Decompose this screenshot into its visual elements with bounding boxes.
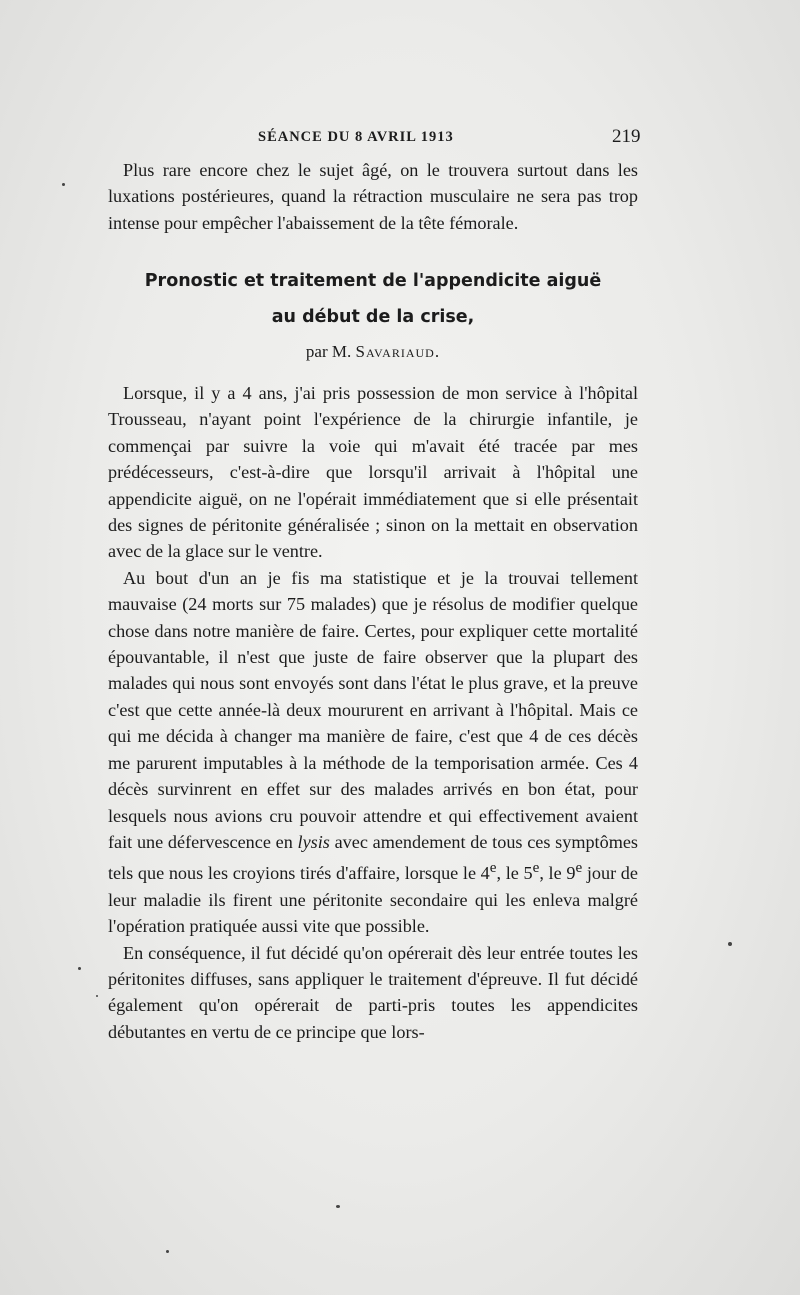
paragraph-2-italic: lysis: [297, 831, 330, 852]
superscript-e-1: e: [489, 859, 497, 877]
article-body: [108, 380, 638, 1045]
article-title-line-1: Pronostic et traitement de l'appendicite aiguë: [144, 271, 602, 291]
byline: [108, 342, 638, 362]
margin-speck: [166, 1250, 169, 1253]
paragraph-2-start: Au bout d'un an je fis ma statistique et je la trouvai tellement mauvaise (24 morts sur 75 malades) que je résolus de modifier quelque chose dans notre manière de faire. Certes, pour expliquer cette mortalité épouvantable, il n'est que juste de faire observer que la plupart des malades qui nous sont envoyés sont dans l'état le plus grave, et la preuve c'est que cette année-là deux moururent en arrivant à l'hôpital. Mais ce qui me décida à changer ma manière de faire, c'est que 4 de ces décès me parurent imputables à la méthode de la temporisation armée. Ces 4 décès survinrent en effet sur des malades arrivés en bon état, pour lesquels nous avions cru pouvoir attendre et qui effectivement avaient fait une défervescence en: [108, 567, 638, 852]
superscript-e-2: e: [532, 859, 540, 877]
margin-speck: [96, 995, 98, 997]
paragraph-2-comma-le: , le 5: [496, 863, 533, 884]
paragraph-2: [108, 565, 638, 940]
page-number: 219: [612, 126, 641, 147]
author-name: Savariaud.: [355, 342, 441, 361]
margin-speck: [62, 183, 65, 186]
article-title-line-2: au début de la crise,: [271, 307, 475, 327]
byline-prefix: par M.: [305, 342, 352, 361]
paragraph-2-rest-a: avec amendement de tous ces symptômes tels que nous les croyions tirés d'affaire, lorsque le 4: [108, 831, 639, 884]
paragraph-2-comma-le-9: , le 9: [539, 863, 576, 884]
intro-text-block: [108, 157, 638, 236]
intro-paragraph: Plus rare encore chez le sujet âgé, on le trouvera surtout dans les luxations postérieures, quand la rétraction musculaire ne sera pas trop intense pour empêcher l'abaissement de la tête fémorale.: [108, 160, 638, 233]
page-header: [0, 126, 800, 150]
running-head: SÉANCE DU 8 AVRIL 1913: [258, 129, 454, 145]
margin-speck: [728, 942, 732, 946]
paragraph-3: En conséquence, il fut décidé qu'on opérerait dès leur entrée toutes les péritonites diffuses, sans appliquer le traitement d'épreuve. Il fut décidé également qu'on opérerait de parti-pris toutes les appendicites débutantes en vertu de ce principe que lors-: [108, 942, 638, 1042]
paragraph-1: Lorsque, il y a 4 ans, j'ai pris possession de mon service à l'hôpital Trousseau, n'ayant point l'expérience de la chirurgie infantile, je commençai par suivre la voie qui m'avait été tracée par mes prédécesseurs, c'est-à-dire que lorsqu'il arrivait à l'hôpital une appendicite aiguë, on ne l'opérait immédiatement que si elle présentait des signes de péritonite généralisée ; sinon on la mettait en observation avec de la glace sur le ventre.: [108, 383, 638, 562]
paragraph-2-rest-b: jour de leur maladie ils firent une péritonite secondaire qui les enleva malgré l'opération pratiquée aussi vite que possible.: [108, 863, 638, 937]
margin-speck: [78, 967, 81, 970]
margin-speck: [336, 1205, 340, 1208]
superscript-e-3: e: [575, 859, 583, 877]
